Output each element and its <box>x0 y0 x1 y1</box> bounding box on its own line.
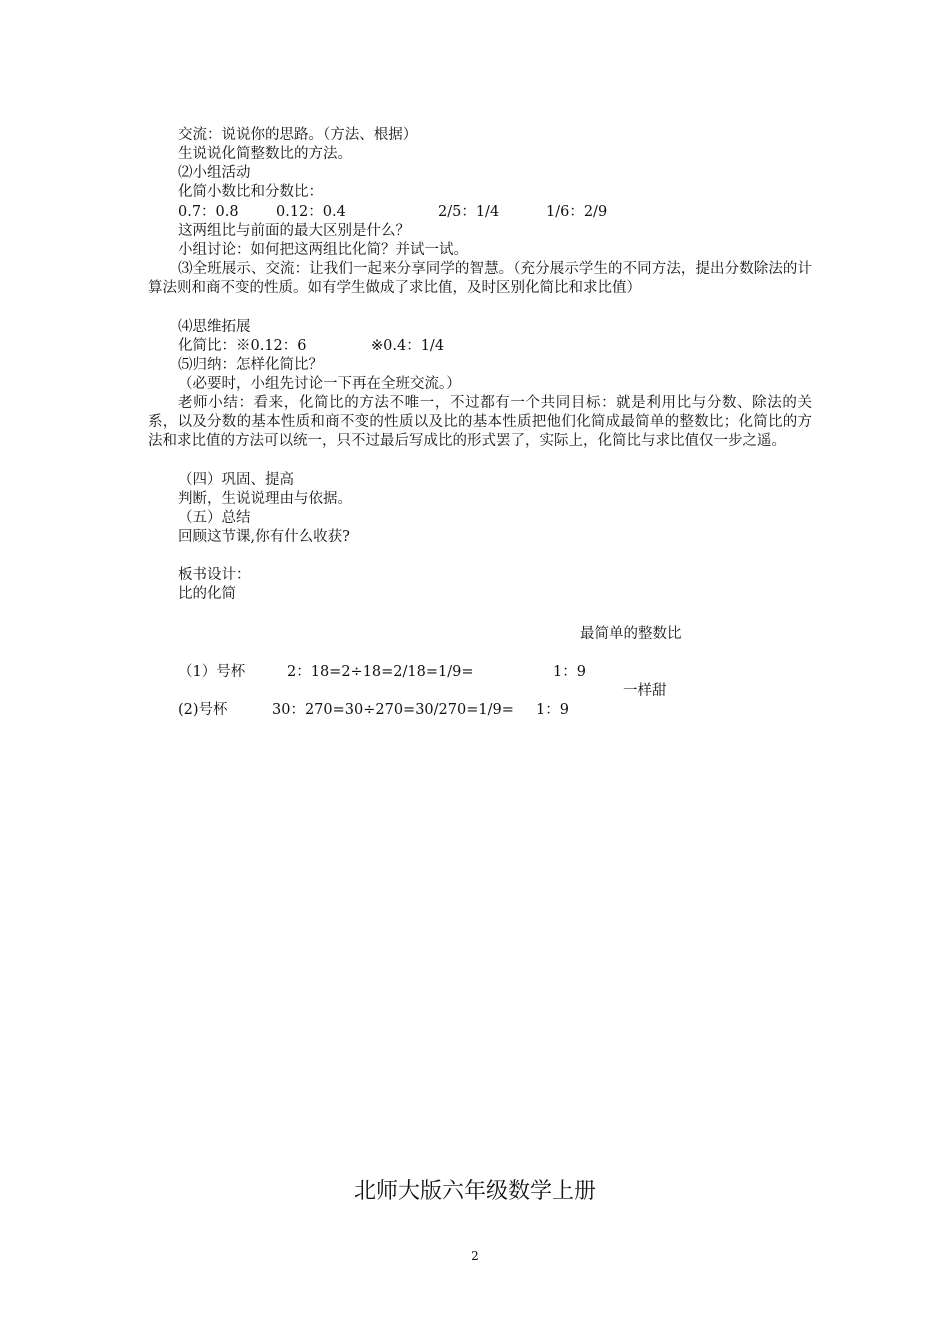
ratio-item: 0.7：0.8 <box>178 204 239 220</box>
section-heading: （四）巩固、提高 <box>178 472 294 488</box>
text-line: 交流：说说你的思路。（方法、根据） <box>178 127 418 143</box>
section-heading: ⑵小组活动 <box>178 165 251 181</box>
page-number: 2 <box>471 1249 479 1263</box>
section-heading: ⑷思维拓展 <box>178 319 251 335</box>
ratio-item: 1/6：2/9 <box>546 204 608 220</box>
section-heading: ⑸归纳：怎样化简比？ <box>178 357 323 373</box>
text-line: 生说说化简整数比的方法。 <box>178 146 352 162</box>
ratio-item: 0.12：0.4 <box>276 204 346 220</box>
text-line: 回顾这节课,你有什么收获? <box>178 529 350 545</box>
footer-title: 北师大版六年级数学上册 <box>353 1179 596 1204</box>
ratio-item: 2/5：1/4 <box>438 204 500 220</box>
ratio-item: ※0.4：1/4 <box>371 338 445 354</box>
board-row-result: 1：9 <box>536 702 569 718</box>
text-line: 这两组比与前面的最大区别是什么？ <box>178 223 410 239</box>
text-line: （必要时，小组先讨论一下再在全班交流。） <box>178 376 461 392</box>
board-note: 一样甜 <box>623 683 667 699</box>
board-row-result: 1：9 <box>553 664 586 680</box>
paragraph-teacher-summary: 老师小结：看来，化简比的方法不唯一，不过都有一个共同目标：就是利用比与分数、除法的关系，以及分数的基本性质和商不变的性质以及比的基本性质把他们化简成最简单的整数比；化简比的方法和求比值的方法可以统一，只不过最后写成比的形式罢了，实际上，化简比与求比值仅一步之遥。 <box>148 395 812 449</box>
text-line: 判断，生说说理由与依据。 <box>178 491 352 507</box>
board-title: 比的化简 <box>178 586 236 602</box>
section-heading: （五）总结 <box>178 510 251 526</box>
board-row-calc: 2：18=2÷18=2/18=1/9= <box>287 664 474 680</box>
board-row-label: （1）号杯 <box>178 664 246 680</box>
ratio-item: 化简比：※0.12：6 <box>178 338 307 354</box>
paragraph-class-sharing: ⑶全班展示、交流：让我们一起来分享同学的智慧。（充分展示学生的不同方法，提出分数除法的计算法则和商不变的性质。如有学生做成了求比值，及时区别化简比和求比值） <box>148 261 812 296</box>
text-line: 化简小数比和分数比： <box>178 184 323 200</box>
board-column-label: 最简单的整数比 <box>580 626 682 642</box>
board-row-calc: 30：270=30÷270=30/270=1/9= <box>272 702 514 718</box>
board-row-label: (2)号杯 <box>178 702 228 718</box>
board-heading: 板书设计： <box>178 567 251 583</box>
text-line: 小组讨论：如何把这两组比化简？并试一试。 <box>178 242 468 258</box>
